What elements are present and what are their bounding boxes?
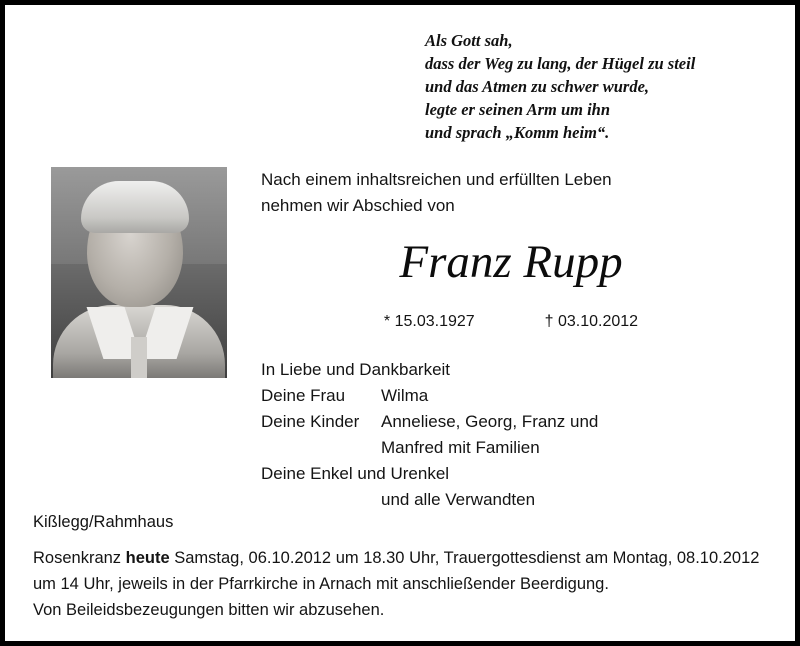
deceased-name: Franz Rupp [399,236,623,288]
family-row [261,383,598,409]
intro-line-1: Nach einem inhaltsreichen und erfüllten Leben [261,170,612,189]
family-row-label: Deine Frau [261,386,346,405]
service-details [33,545,775,597]
intro-text [261,167,612,219]
family-row-value: Anneliese, Georg, Franz und [381,412,599,431]
photo-hair [81,181,189,233]
poem-line-1: Als Gott sah, [425,31,513,50]
poem-line-3: und das Atmen zu schwer wurde, [425,77,650,96]
family-row-label: Deine Kinder [261,412,360,431]
family-row-value: Wilma [381,386,429,405]
portrait-photo [51,167,227,378]
service-text-emphasis: heute [125,549,170,567]
intro-line-2: nehmen wir Abschied von [261,196,455,215]
family-relatives: und alle Verwandten [381,490,536,509]
family-row [261,409,598,435]
life-dates [261,313,761,331]
family-children-continued: Manfred mit Familien [381,438,540,457]
family-list [261,383,598,513]
poem-block [425,29,695,144]
family-grandchildren: Deine Enkel und Urenkel [261,464,450,483]
family-heading: In Liebe und Dankbarkeit [261,360,451,379]
poem-line-2: dass der Weg zu lang, der Hügel zu steil [425,54,696,73]
place-text: Kißlegg/Rahmhaus [33,513,174,531]
service-text-post: Samstag, 06.10.2012 um 18.30 Uhr, Trauergottesdienst am Montag, 08.10.2012 um 14 Uhr, jeweils in der Pfarrkirche in Arnach mit anschließender Beerdigung. [33,549,760,593]
death-date: † 03.10.2012 [544,313,639,330]
photo-shirt-placket [131,337,147,378]
poem-line-5: und sprach „Komm heim“. [425,123,610,142]
condolences-note: Von Beileidsbezeugungen bitten wir abzusehen. [33,601,385,619]
poem-line-4: legte er seinen Arm um ihn [425,100,611,119]
birth-date: * 15.03.1927 [383,313,475,330]
service-text-pre: Rosenkranz [33,549,126,567]
family-block [261,357,598,513]
